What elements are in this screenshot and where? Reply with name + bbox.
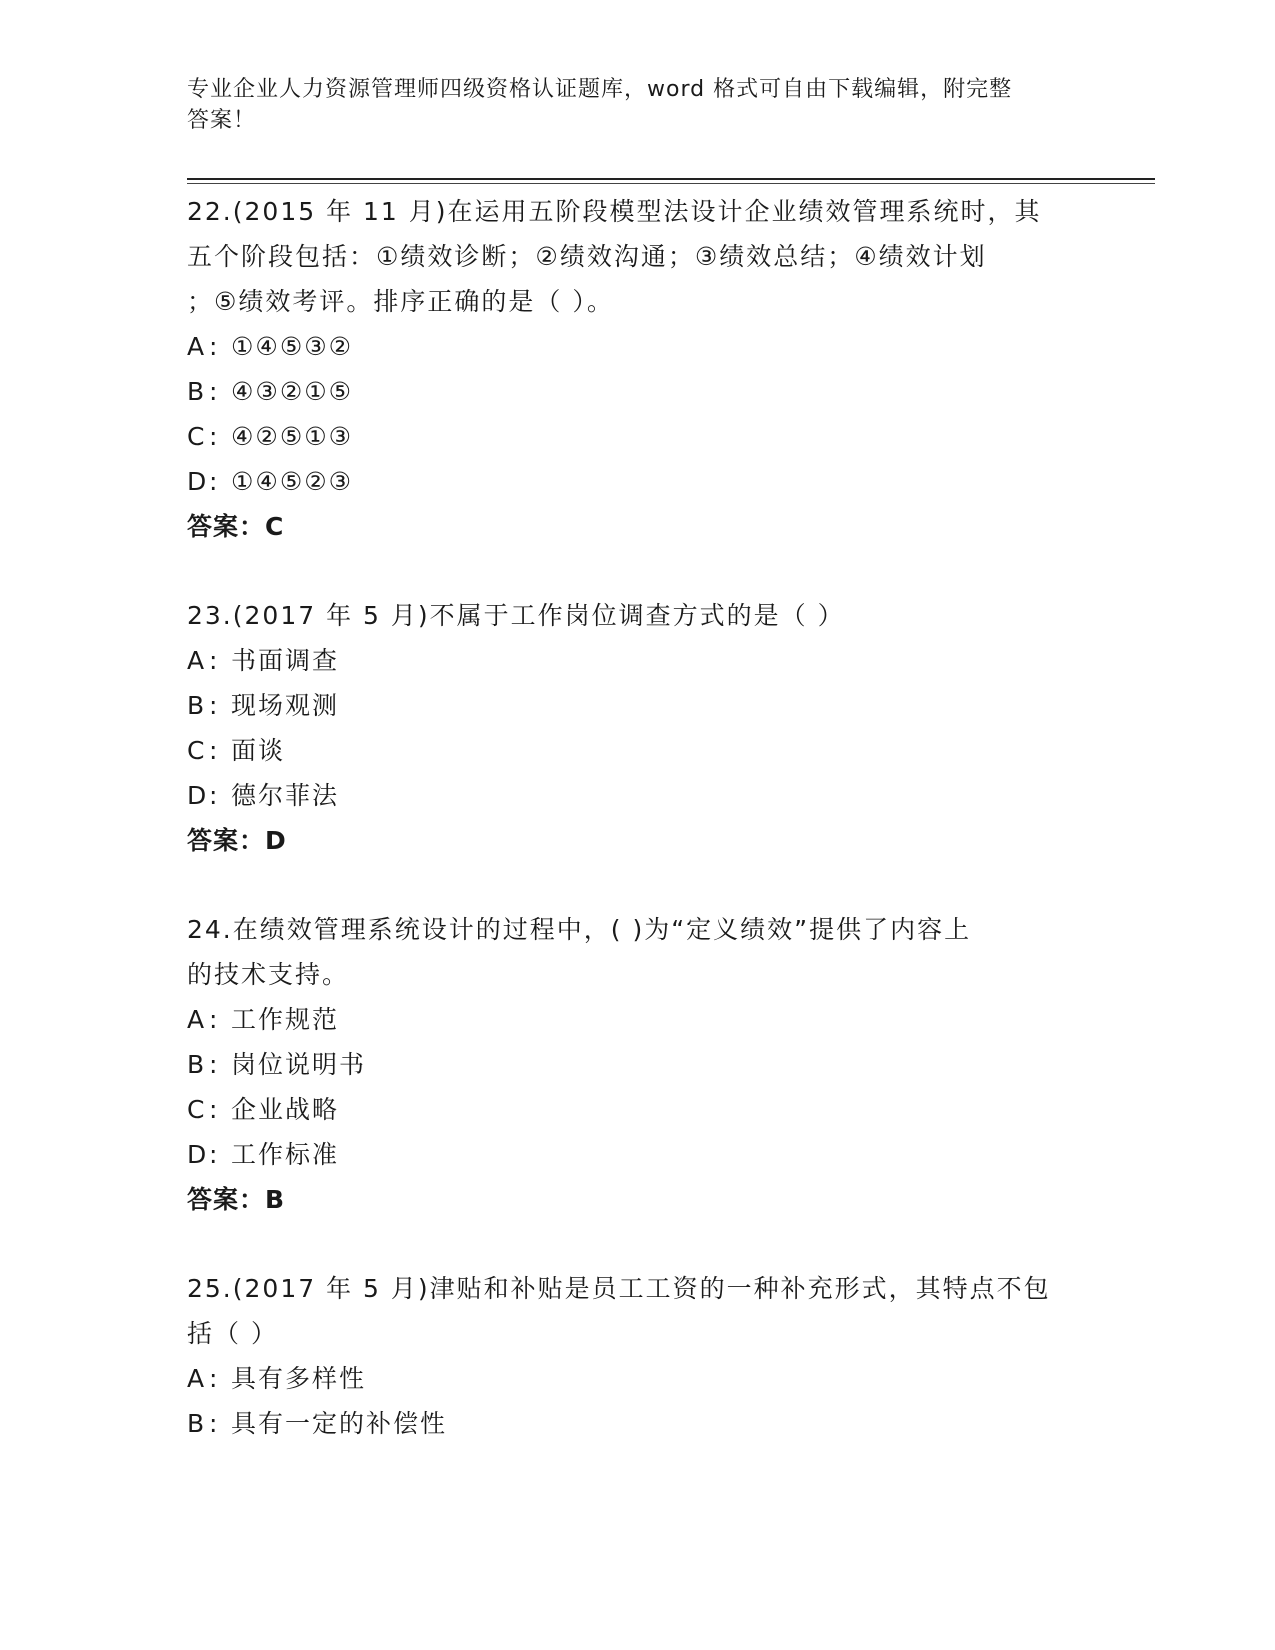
option-separator: : bbox=[209, 377, 220, 406]
option-letter: C bbox=[187, 422, 207, 451]
option-separator: : bbox=[209, 1409, 220, 1438]
answer-value: D bbox=[265, 826, 287, 855]
option-letter: D bbox=[187, 467, 209, 496]
option-text: ①④⑤②③ bbox=[231, 467, 354, 496]
question-24 bbox=[187, 907, 1087, 1222]
option-letter: B bbox=[187, 377, 207, 406]
option-separator: : bbox=[209, 781, 220, 810]
question-25 bbox=[187, 1266, 1087, 1446]
question-line: 22.(2015 年 11 月)在运用五阶段模型法设计企业绩效管理系统时，其 bbox=[187, 197, 1042, 226]
option-text: 岗位说明书 bbox=[231, 1050, 367, 1079]
answer-line bbox=[187, 818, 1087, 863]
option-separator: : bbox=[209, 1050, 220, 1079]
option-separator: : bbox=[209, 1095, 220, 1124]
option-text: 工作规范 bbox=[231, 1005, 340, 1034]
option-letter: D bbox=[187, 781, 209, 810]
option-text: 面谈 bbox=[231, 736, 286, 765]
answer-value: B bbox=[265, 1185, 286, 1214]
option-text: 工作标准 bbox=[231, 1140, 340, 1169]
option-separator: : bbox=[209, 467, 220, 496]
question-line: ；⑤绩效考评。排序正确的是（ ）。 bbox=[187, 287, 614, 316]
question-text bbox=[187, 1266, 1087, 1356]
option-letter: C bbox=[187, 1095, 207, 1124]
option-text: 德尔菲法 bbox=[231, 781, 340, 810]
header-line-1: 专业企业人力资源管理师四级资格认证题库，word 格式可自由下载编辑，附完整 bbox=[187, 77, 1013, 102]
question-line: 五个阶段包括：①绩效诊断；②绩效沟通；③绩效总结；④绩效计划 bbox=[187, 242, 987, 271]
question-text bbox=[187, 189, 1087, 324]
option-letter: B bbox=[187, 1409, 207, 1438]
option-b bbox=[187, 683, 1087, 728]
question-line: 24.在绩效管理系统设计的过程中，( )为“定义绩效”提供了内容上 bbox=[187, 915, 972, 944]
option-letter: C bbox=[187, 736, 207, 765]
option-c bbox=[187, 728, 1087, 773]
option-a bbox=[187, 1356, 1087, 1401]
answer-line bbox=[187, 1177, 1087, 1222]
option-text: 现场观测 bbox=[231, 691, 340, 720]
question-line: 括（ ） bbox=[187, 1319, 278, 1348]
answer-label: 答案： bbox=[187, 1185, 266, 1214]
option-text: ④②⑤①③ bbox=[231, 422, 354, 451]
option-letter: A bbox=[187, 646, 207, 675]
option-letter: B bbox=[187, 691, 207, 720]
option-text: 具有一定的补偿性 bbox=[231, 1409, 448, 1438]
option-c bbox=[187, 1087, 1087, 1132]
question-text bbox=[187, 593, 1087, 638]
option-letter: A bbox=[187, 1005, 207, 1034]
question-text bbox=[187, 907, 1087, 997]
option-text: 具有多样性 bbox=[231, 1364, 367, 1393]
header-divider-thin bbox=[187, 183, 1155, 184]
answer-value: C bbox=[265, 512, 285, 541]
option-a bbox=[187, 997, 1087, 1042]
question-22 bbox=[187, 189, 1087, 549]
question-line: 的技术支持。 bbox=[187, 960, 350, 989]
question-line: 25.(2017 年 5 月)津贴和补贴是员工工资的一种补充形式，其特点不包 bbox=[187, 1274, 1051, 1303]
option-b bbox=[187, 369, 1087, 414]
answer-line bbox=[187, 504, 1087, 549]
option-letter: D bbox=[187, 1140, 209, 1169]
question-line: 23.(2017 年 5 月)不属于工作岗位调查方式的是（ ） bbox=[187, 601, 845, 630]
option-separator: : bbox=[209, 736, 220, 765]
header-divider-thick bbox=[187, 178, 1155, 180]
question-list bbox=[187, 189, 1087, 1490]
option-separator: : bbox=[209, 646, 220, 675]
answer-label: 答案： bbox=[187, 512, 266, 541]
option-b bbox=[187, 1401, 1087, 1446]
option-letter: A bbox=[187, 332, 207, 361]
option-a bbox=[187, 638, 1087, 683]
answer-label: 答案： bbox=[187, 826, 266, 855]
option-d bbox=[187, 773, 1087, 818]
option-text: 企业战略 bbox=[231, 1095, 340, 1124]
option-d bbox=[187, 1132, 1087, 1177]
option-separator: : bbox=[209, 332, 220, 361]
option-separator: : bbox=[209, 1364, 220, 1393]
option-d bbox=[187, 459, 1087, 504]
header-line-2: 答案！ bbox=[187, 108, 257, 133]
option-c bbox=[187, 414, 1087, 459]
option-text: ④③②①⑤ bbox=[231, 377, 354, 406]
option-text: 书面调查 bbox=[231, 646, 340, 675]
option-text: ①④⑤③② bbox=[231, 332, 354, 361]
option-a bbox=[187, 324, 1087, 369]
document-header bbox=[187, 74, 1067, 136]
option-separator: : bbox=[209, 1140, 220, 1169]
option-b bbox=[187, 1042, 1087, 1087]
option-separator: : bbox=[209, 1005, 220, 1034]
option-letter: A bbox=[187, 1364, 207, 1393]
option-letter: B bbox=[187, 1050, 207, 1079]
question-23 bbox=[187, 593, 1087, 863]
option-separator: : bbox=[209, 422, 220, 451]
option-separator: : bbox=[209, 691, 220, 720]
